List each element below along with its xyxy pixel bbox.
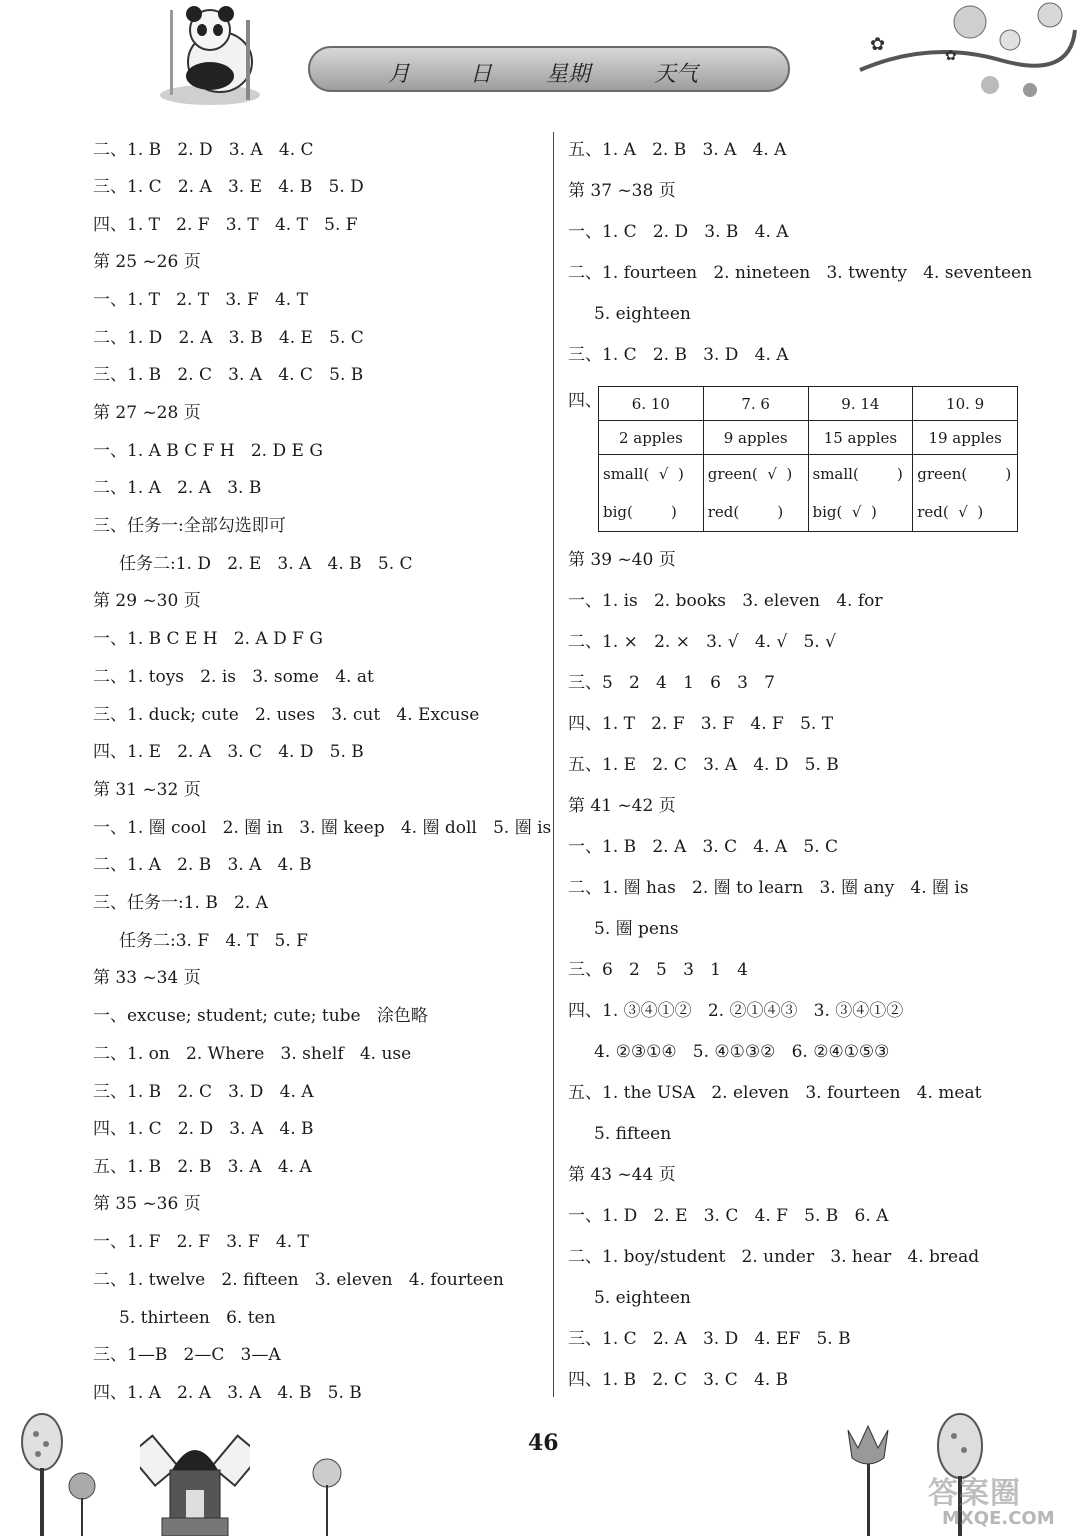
answer-line: 三、1—B 2—C 3—A	[93, 1345, 281, 1365]
apples-table	[598, 386, 1018, 532]
date-cell: 9. 14	[808, 387, 913, 421]
page-range-heading: 第 35 ~36 页	[93, 1194, 201, 1214]
answer-line: 一、1. B 2. A 3. C 4. A 5. C	[568, 837, 839, 857]
footer-flower-illustration	[305, 1455, 349, 1536]
weather-field: 天气	[654, 62, 699, 87]
choice-option: small( √ )	[603, 465, 684, 483]
choice-cell	[599, 455, 704, 532]
answer-line: 五、1. E 2. C 3. A 4. D 5. B	[568, 755, 839, 775]
choice-option: green( √ )	[707, 465, 793, 483]
month-field: 月	[388, 62, 411, 87]
page-range-heading: 第 27 ~28 页	[93, 403, 201, 423]
answer-line: 四、1. A 2. A 3. A 4. B 5. B	[93, 1383, 362, 1403]
answer-line: 四、1. T 2. F 3. F 4. F 5. T	[568, 714, 834, 734]
panda-illustration	[150, 0, 290, 110]
table-row	[599, 421, 1018, 455]
choice-option: red( )	[707, 503, 784, 521]
answer-line: 三、1. C 2. B 3. D 4. A	[568, 345, 789, 365]
header-banner	[308, 46, 790, 92]
page-range-heading: 第 33 ~34 页	[93, 968, 201, 988]
answer-line: 4. ②③①④ 5. ④①③② 6. ②④①⑤③	[594, 1042, 890, 1062]
answer-line: 一、1. is 2. books 3. eleven 4. for	[568, 591, 883, 611]
answer-line: 一、1. F 2. F 3. F 4. T	[93, 1232, 309, 1252]
table-row	[599, 455, 1018, 532]
answer-line: 二、1. twelve 2. fifteen 3. eleven 4. fourteen	[93, 1270, 504, 1290]
page-range-heading: 第 39 ~40 页	[568, 550, 676, 570]
choice-option: red( √ )	[917, 503, 984, 521]
answer-line: 五、1. B 2. B 3. A 4. A	[93, 1157, 312, 1177]
answer-line: 一、1. C 2. D 3. B 4. A	[568, 222, 789, 242]
page-range-heading: 第 29 ~30 页	[93, 591, 201, 611]
answer-line: 任务二:3. F 4. T 5. F	[119, 931, 308, 951]
answer-line: 二、1. on 2. Where 3. shelf 4. use	[93, 1044, 412, 1064]
choice-cell	[913, 455, 1018, 532]
page-range-heading: 第 41 ~42 页	[568, 796, 676, 816]
column-divider	[553, 132, 554, 1397]
svg-text:✿: ✿	[945, 48, 957, 64]
answer-line: 二、1. A 2. B 3. A 4. B	[93, 855, 312, 875]
answer-line: 一、1. B C E H 2. A D F G	[93, 629, 323, 649]
footer-flower-illustration	[62, 1470, 102, 1536]
answer-line: 二、1. toys 2. is 3. some 4. at	[93, 667, 374, 687]
count-cell: 9 apples	[703, 421, 808, 455]
weekday-field: 星期	[546, 62, 591, 87]
answer-line: 三、任务一:全部勾选即可	[93, 516, 286, 536]
answer-line: 五、1. the USA 2. eleven 3. fourteen 4. meat	[568, 1083, 982, 1103]
table-section-label: 四、	[568, 391, 602, 411]
answer-line: 一、1. A B C F H 2. D E G	[93, 441, 323, 461]
answer-line: 二、1. B 2. D 3. A 4. C	[93, 140, 314, 160]
answer-line: 一、1. D 2. E 3. C 4. F 5. B 6. A	[568, 1206, 889, 1226]
answer-line: 5. thirteen 6. ten	[119, 1308, 276, 1328]
date-cell: 10. 9	[913, 387, 1018, 421]
answer-line: 二、1. D 2. A 3. B 4. E 5. C	[93, 328, 364, 348]
choice-option: small( )	[812, 465, 903, 483]
answer-line: 任务二:1. D 2. E 3. A 4. B 5. C	[119, 554, 413, 574]
choice-option: big( √ )	[812, 503, 877, 521]
page-range-heading: 第 43 ~44 页	[568, 1165, 676, 1185]
answer-line: 二、1. boy/student 2. under 3. hear 4. bread	[568, 1247, 980, 1267]
count-cell: 19 apples	[913, 421, 1018, 455]
page-number: 46	[528, 1430, 559, 1456]
answer-line: 三、6 2 5 3 1 4	[568, 960, 748, 980]
page-range-heading: 第 31 ~32 页	[93, 780, 201, 800]
answer-line: 一、1. T 2. T 3. F 4. T	[93, 290, 308, 310]
choice-option: big( )	[603, 503, 677, 521]
answer-line: 四、1. T 2. F 3. T 4. T 5. F	[93, 215, 358, 235]
page-range-heading: 第 37 ~38 页	[568, 181, 676, 201]
watermark-url: MXQE.COM	[942, 1508, 1055, 1529]
answer-line: 二、1. A 2. A 3. B	[93, 478, 262, 498]
count-cell: 15 apples	[808, 421, 913, 455]
answer-line: 四、1. ③④①② 2. ②①④③ 3. ③④①②	[568, 1001, 904, 1021]
choice-cell	[808, 455, 913, 532]
answer-line: 三、5 2 4 1 6 3 7	[568, 673, 775, 693]
count-cell: 2 apples	[599, 421, 704, 455]
answer-line: 二、1. fourteen 2. nineteen 3. twenty 4. seventeen	[568, 263, 1033, 283]
answer-line: 三、1. C 2. A 3. E 4. B 5. D	[93, 177, 364, 197]
table-row	[599, 387, 1018, 421]
answer-line: 四、1. C 2. D 3. A 4. B	[93, 1119, 314, 1139]
answer-line: 三、1. B 2. C 3. D 4. A	[93, 1082, 314, 1102]
answer-line: 五、1. A 2. B 3. A 4. A	[568, 140, 787, 160]
answer-line: 一、excuse; student; cute; tube 涂色略	[93, 1006, 428, 1026]
answer-line: 三、任务一:1. B 2. A	[93, 893, 268, 913]
svg-text:✿: ✿	[870, 34, 886, 55]
answer-line: 5. fifteen	[594, 1124, 672, 1144]
day-field: 日	[470, 62, 493, 87]
answer-line: 三、1. B 2. C 3. A 4. C 5. B	[93, 365, 364, 385]
answer-line: 四、1. E 2. A 3. C 4. D 5. B	[93, 742, 364, 762]
answer-line: 5. eighteen	[594, 1288, 691, 1308]
answer-line: 二、1. 圈 has 2. 圈 to learn 3. 圈 any 4. 圈 is	[568, 878, 969, 898]
answer-line: 5. 圈 pens	[594, 919, 679, 939]
date-cell: 7. 6	[703, 387, 808, 421]
choice-cell	[703, 455, 808, 532]
date-cell: 6. 10	[599, 387, 704, 421]
answer-line: 三、1. duck; cute 2. uses 3. cut 4. Excuse	[93, 705, 480, 725]
page-range-heading: 第 25 ~26 页	[93, 252, 201, 272]
flower-branch-illustration	[850, 0, 1080, 105]
choice-option: green( )	[917, 465, 1012, 483]
answer-line: 二、1. × 2. × 3. √ 4. √ 5. √	[568, 632, 836, 652]
watermark-logo: 答案圈	[928, 1476, 1021, 1511]
footer-flower-illustration	[838, 1418, 898, 1536]
answer-line: 5. eighteen	[594, 304, 691, 324]
answer-line: 一、1. 圈 cool 2. 圈 in 3. 圈 keep 4. 圈 doll 5. 圈 is	[93, 818, 552, 838]
windmill-illustration	[140, 1410, 250, 1536]
answer-line: 四、1. B 2. C 3. C 4. B	[568, 1370, 789, 1390]
answer-line: 三、1. C 2. A 3. D 4. EF 5. B	[568, 1329, 851, 1349]
